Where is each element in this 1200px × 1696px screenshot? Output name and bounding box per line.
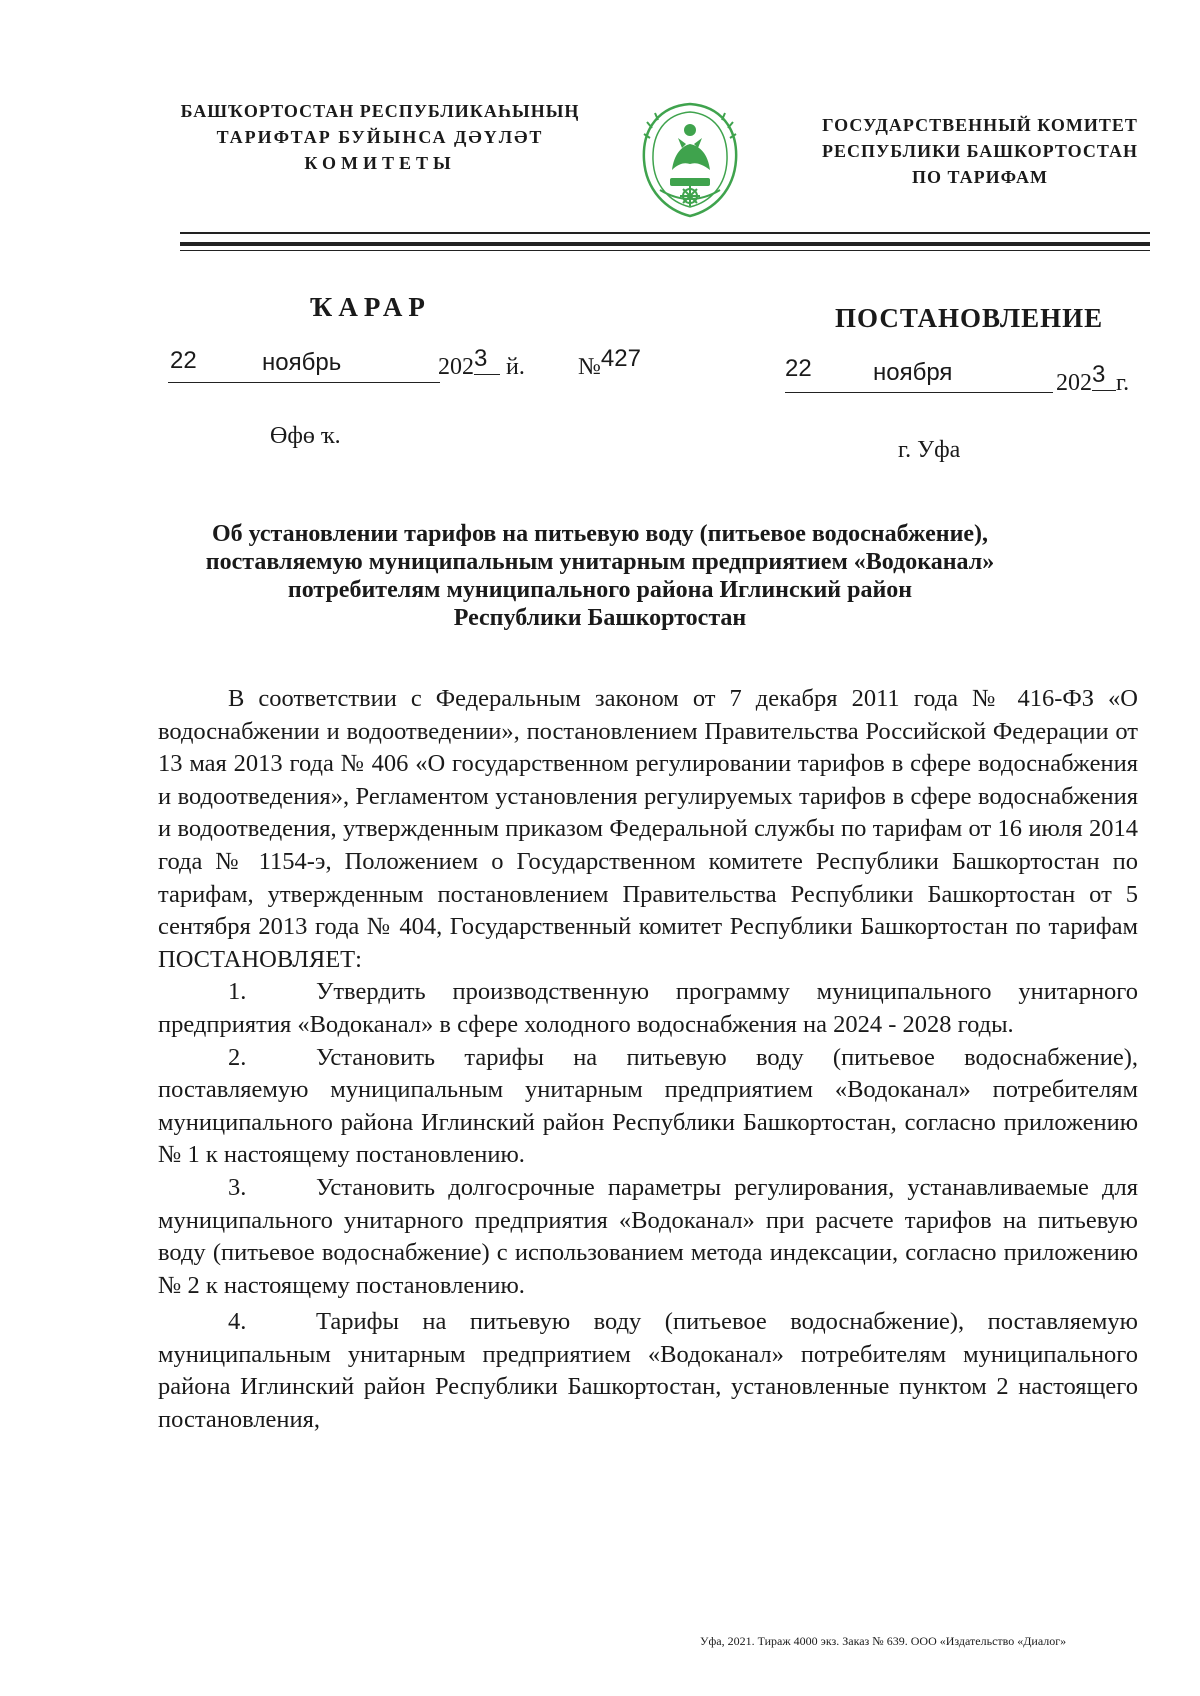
- header-left-line: КОМИТЕТЫ: [304, 153, 456, 173]
- item-number: 4.: [228, 1308, 247, 1336]
- date-month: ноябрь: [262, 349, 342, 376]
- year-prefix: 202: [1056, 370, 1092, 396]
- header-right-line: РЕСПУБЛИКИ БАШКОРТОСТАН: [822, 141, 1138, 161]
- body-list-item: [158, 1042, 1138, 1172]
- year-prefix: 202: [438, 354, 474, 380]
- doc-type-bashkir: ҠАРАР: [310, 292, 431, 322]
- bashkortostan-coat-of-arms-icon: [630, 98, 750, 222]
- date-underline: [785, 392, 1053, 393]
- body-list-item: [158, 976, 1138, 1041]
- document-number: [578, 345, 641, 382]
- date-day: 22: [785, 355, 812, 382]
- print-imprint: Уфа, 2021. Тираж 4000 экз. Заказ № 639. ООО «Издательство «Диалог»: [700, 1634, 1067, 1648]
- header-divider: [180, 232, 1150, 234]
- year-suffix: г.: [1116, 370, 1130, 396]
- header-right-line: ПО ТАРИФАМ: [912, 167, 1048, 187]
- item-text: Установить долгосрочные параметры регулирования, устанавливаемые для муниципального унитарного предприятия «Водоканал» при расчете тарифов на питьевую воду (питьевое водоснабжение) с использованием метода индексации, согласно приложению № 2 к настоящему постановлению.: [158, 1173, 1138, 1299]
- title-line: поставляемую муниципальным унитарным предприятием «Водоканал»: [205, 549, 995, 575]
- document-body: [158, 683, 1138, 1437]
- date-underline: [168, 382, 440, 383]
- year-digit: 3: [474, 344, 500, 375]
- title-line: потребителям муниципального района Иглинский район: [287, 577, 913, 603]
- year-suffix: й.: [506, 354, 525, 380]
- date-line-left: [168, 348, 448, 382]
- year-left: [438, 345, 525, 383]
- year-right: [1056, 361, 1130, 399]
- number-sign: №: [578, 354, 601, 380]
- city-bashkir: Өфө ҡ.: [270, 423, 341, 449]
- header-left-authority: [170, 98, 590, 176]
- item-number: 1.: [228, 978, 247, 1006]
- body-list-item: [158, 1172, 1138, 1302]
- item-number: 2.: [228, 1043, 247, 1071]
- item-text: Утвердить производственную программу муниципального унитарного предприятия «Водоканал» в сфере холодного водоснабжения на 2024 - 2028 годы.: [158, 978, 1138, 1038]
- date-day: 22: [170, 347, 197, 374]
- header-divider: [180, 250, 1150, 251]
- year-digit: 3: [1092, 360, 1116, 391]
- title-line: Об установлении тарифов на питьевую воду (питьевое водоснабжение),: [211, 521, 989, 547]
- city-russian: г. Уфа: [898, 437, 961, 463]
- doc-type-russian: ПОСТАНОВЛЕНИЕ: [835, 303, 1104, 333]
- item-text: Установить тарифы на питьевую воду (питьевое водоснабжение), поставляемую муниципальным унитарным предприятием «Водоканал» потребителям муниципального района Иглинский район Республики Башкортостан, согласно приложению № 1 к настоящему постановлению.: [158, 1043, 1138, 1169]
- header-right-authority: [790, 112, 1170, 190]
- document-title: [150, 520, 1050, 632]
- item-text: Тарифы на питьевую воду (питьевое водоснабжение), поставляемую муниципальным унитарным предприятием «Водоканал» потребителям муниципального района Иглинский район Республики Башкортостан, установленные пунктом 2 настоящего постановления,: [158, 1308, 1138, 1434]
- header-left-line: БАШҠОРТОСТАН РЕСПУБЛИКАҺЫНЫҢ: [180, 101, 580, 121]
- date-month: ноября: [873, 359, 953, 386]
- date-line-right: [785, 356, 1055, 390]
- header-right-line: ГОСУДАРСТВЕННЫЙ КОМИТЕТ: [822, 115, 1138, 135]
- body-paragraph: В соответствии с Федеральным законом от 7 декабря 2011 года № 416-ФЗ «О водоснабжении и водоотведении», постановлением Правительства Российской Федерации от 13 мая 2013 года № 406 «О государственном регулировании тарифов в сфере водоснабжения и водоотведения», Регламентом установления регулируемых тарифов в сфере водоснабжения и водоотведения, утвержденным приказом Федеральной службы по тарифам от 16 июля 2014 года № 1154-э, Положением о Государственном комитете Республики Башкортостан по тарифам, утвержденным постановлением Правительства Республики Башкортостан от 5 сентября 2013 года № 404, Государственный комитет Республики Башкортостан по тарифам ПОСТАНОВЛЯЕТ:: [158, 685, 1138, 973]
- header-divider: [180, 242, 1150, 246]
- number-value: 427: [600, 345, 641, 372]
- body-list-item: [158, 1306, 1138, 1436]
- header-left-line: ТАРИФТАР БУЙЫНСА ДӘҮЛӘТ: [216, 127, 544, 147]
- item-number: 3.: [228, 1173, 247, 1201]
- title-line: Республики Башкортостан: [453, 605, 747, 631]
